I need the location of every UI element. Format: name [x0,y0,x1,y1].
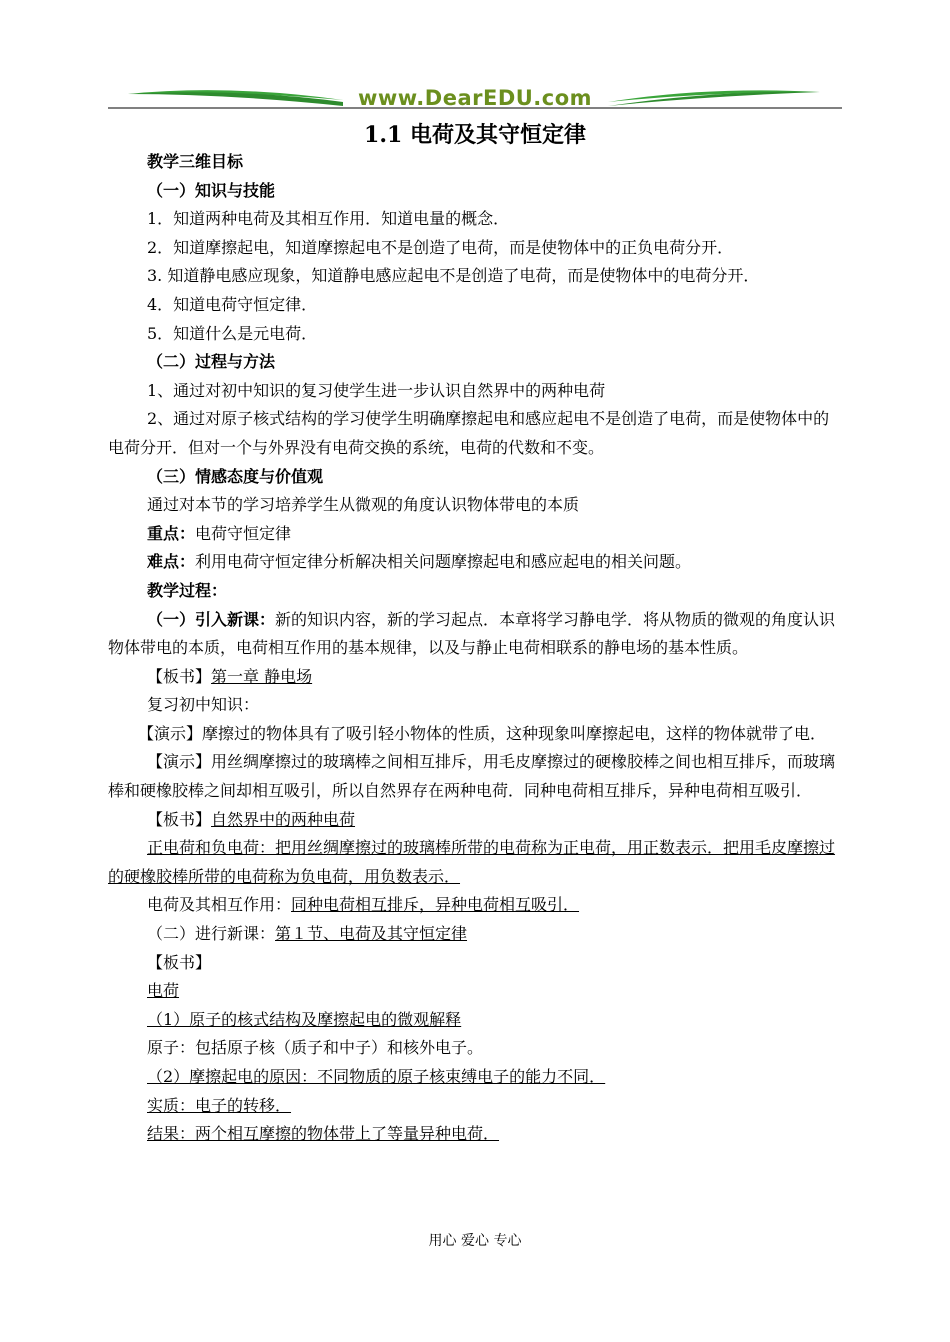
difficulty-text: 利用电荷守恒定律分析解决相关问题摩擦起电和感应起电的相关问题。 [195,552,692,572]
board-label: 【板书】 [147,666,212,686]
board-note: 【板书】 [147,952,212,972]
charge-heading: 电荷 [147,981,180,1001]
cause-line: （2）摩擦起电的原因：不同物质的原子核束缚电子的能力不同． [147,1067,606,1086]
demo-paragraph [108,748,844,805]
essence-line: 实质：电子的转移． [147,1095,292,1115]
board-text: 第一章 静电场 [211,666,313,686]
result-line: 结果：两个相互摩擦的物体带上了等量异种电荷． [147,1124,500,1144]
goal-item: 2、通过对原子核式结构的学习使学生明确摩擦起电和感应起电不是创造了电荷，而是使物体中的电荷分开．但对一个与外界没有电荷交换的系统，电荷的代数和不变。 [108,409,830,457]
review-line: 复习初中知识： [147,695,260,715]
site-logo[interactable]: www.DearEDU.com [357,86,593,110]
difficulty-label: 难点： [147,552,196,572]
difficulty-point [108,548,844,577]
page-title: 1.1 电荷及其守恒定律 [364,122,586,148]
interaction-line [108,891,844,920]
intro-paragraph [108,606,844,663]
board-note [108,806,844,835]
goal-item: 通过对本节的学习培养学生从微观的角度认识物体带电的本质 [147,495,580,515]
intro-text: 新的知识内容，新的学习起点．本章将学习静电学．将从物质的微观的角度认识物体带电的本质，电荷相互作用的基本规律，以及与静止电荷相联系的静电场的基本性质。 [108,609,836,658]
demo-text: 用丝绸摩擦过的玻璃棒之间相互排斥，用毛皮摩擦过的硬橡胶棒之间也相互排斥，而玻璃棒和硬橡胶棒之间却相互吸引，所以自然界存在两种电荷．同种电荷相互排斥，异种电荷相互吸引． [108,752,836,801]
demo-paragraph [108,720,844,749]
pos-neg-definition: 正电荷和负电荷：把用丝绸摩擦过的玻璃棒所带的电荷称为正电荷，用正数表示．把用毛皮摩擦过的硬橡胶棒所带的电荷称为负电荷，用负数表示． [108,838,836,886]
goals-heading: 教学三维目标 [147,152,244,171]
board-label: 【板书】 [147,809,212,829]
intro-label: （一）引入新课： [147,609,276,629]
goal-item: 3. 知道静电感应现象，知道静电感应起电不是创造了电荷，而是使物体中的电荷分开． [147,266,760,286]
document-body [108,148,844,1149]
interaction-text: 同种电荷相互排斥，异种电荷相互吸引． [291,895,580,915]
goal-item: 2．知道摩擦起电，知道摩擦起电不是创造了电荷，而是使物体中的正负电荷分开． [147,237,734,257]
process-heading: 教学过程： [147,580,228,600]
goals-section-3: （三）情感态度与价值观 [147,466,324,486]
board-text: 自然界中的两种电荷 [211,809,356,829]
new-lesson-label: （二）进行新课： [147,924,276,944]
interaction-label: 电荷及其相互作用： [147,895,292,915]
goal-item: 1．知道两种电荷及其相互作用．知道电量的概念． [147,209,510,229]
page-footer: 用心 爱心 专心 [428,1233,522,1249]
goal-item: 4．知道电荷守恒定律． [147,294,318,314]
key-point-label: 重点： [147,523,196,543]
new-lesson-text: 第１节、电荷及其守恒定律 [275,924,468,944]
atom-line: 原子：包括原子核（质子和中子）和核外电子。 [147,1038,484,1058]
goals-section-1: （一）知识与技能 [147,180,276,200]
atom-heading: （1）原子的核式结构及摩擦起电的微观解释 [147,1009,462,1029]
goal-item: 5．知道什么是元电荷． [147,323,318,343]
board-note [108,663,844,692]
key-point [108,520,844,549]
key-point-text: 电荷守恒定律 [195,523,292,543]
goals-section-2: （二）过程与方法 [147,352,276,372]
site-header-banner [108,80,842,112]
demo-text: 摩擦过的物体具有了吸引轻小物体的性质，这种现象叫摩擦起电，这样的物体就带了电． [202,723,827,743]
new-lesson-line [108,920,844,949]
demo-label: 【演示】 [138,723,203,743]
goal-item: 1、通过对初中知识的复习使学生进一步认识自然界中的两种电荷 [147,380,606,400]
demo-label: 【演示】 [147,752,212,772]
